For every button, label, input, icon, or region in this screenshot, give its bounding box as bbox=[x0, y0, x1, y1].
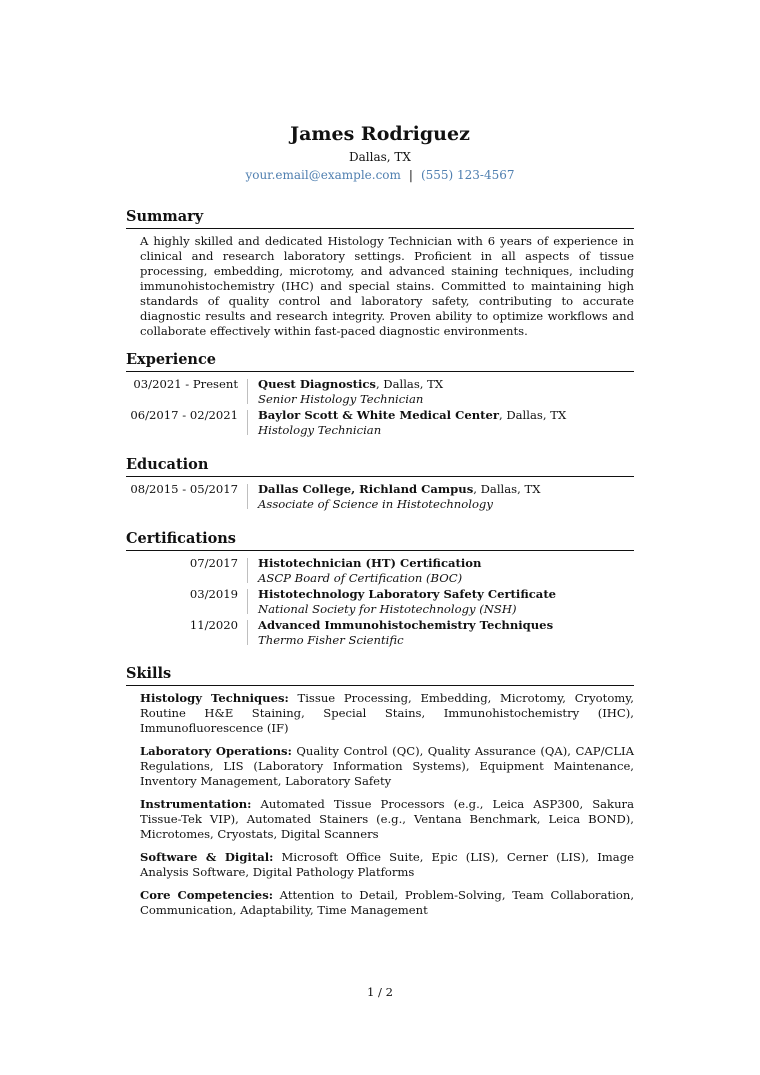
skill-list: Automated Tissue Processors (e.g., Leica ASP300, Sakura Tissue-Tek VIP), Automated Stainers (e.g., Ventana Benchmark, Leica BOND), Microtomes, Cryostats, Digital Scanners bbox=[140, 797, 634, 841]
entry-date: 07/2017 bbox=[189, 556, 238, 570]
skills-heading: Skills bbox=[126, 665, 634, 686]
skill-list: Tissue Processing, Embedding, Microtomy, Cryotomy, Routine H&E Staining, Special Stains, Immunohistochemistry (IHC), Immunofluorescence (IF) bbox=[140, 691, 634, 735]
skill-group bbox=[140, 744, 634, 789]
entry-degree: Associate of Science in Histotechnology bbox=[258, 497, 493, 511]
skill-category: Laboratory Operations: bbox=[140, 744, 292, 758]
certification-entry bbox=[126, 587, 634, 617]
experience-section bbox=[126, 351, 634, 439]
phone-link[interactable]: (555) 123-4567 bbox=[420, 168, 515, 182]
skill-group bbox=[140, 888, 634, 918]
experience-entry bbox=[126, 408, 634, 438]
entry-location: , Dallas, TX bbox=[498, 408, 567, 422]
entry-info bbox=[248, 482, 540, 512]
email-link[interactable]: your.email@example.com bbox=[245, 168, 401, 182]
entry-location: , Dallas, TX bbox=[473, 482, 541, 496]
entry-info bbox=[248, 587, 556, 617]
contact-separator: | bbox=[408, 168, 413, 182]
skill-category: Core Competencies: bbox=[140, 888, 273, 902]
experience-heading: Experience bbox=[126, 351, 634, 372]
entry-organization: Baylor Scott & White Medical Center bbox=[258, 408, 499, 422]
entry-role: Senior Histology Technician bbox=[258, 392, 424, 406]
certification-name: Histotechnician (HT) Certification bbox=[258, 556, 482, 570]
summary-text: A highly skilled and dedicated Histology Technician with 6 years of experience in clinical and research laboratory settings. Proficient in all aspects of tissue processing, embedding, microtomy, and advanced staining techniques, including immunohistochemistry (IHC) and special stains. Committed to maintaining high standards of quality control and laboratory safety, contributing to accurate diagnostic results and research integrity. Proven ability to optimize workflows and collaborate effectively within fast-paced diagnostic environments. bbox=[140, 234, 634, 338]
candidate-name: James Rodriguez bbox=[290, 123, 470, 145]
summary-heading: Summary bbox=[126, 208, 634, 229]
entry-location: , Dallas, TX bbox=[375, 377, 444, 391]
entry-info bbox=[248, 556, 481, 586]
certification-issuer: ASCP Board of Certification (BOC) bbox=[258, 571, 463, 585]
entry-date: 06/2017 - 02/2021 bbox=[130, 408, 238, 422]
skill-category: Histology Techniques: bbox=[140, 691, 289, 705]
entry-info bbox=[248, 377, 443, 407]
skill-list: Microsoft Office Suite, Epic (LIS), Cerner (LIS), Image Analysis Software, Digital Pathology Platforms bbox=[140, 850, 634, 879]
certification-entry bbox=[126, 618, 634, 648]
skills-section bbox=[126, 665, 634, 926]
certification-name: Advanced Immunohistochemistry Techniques bbox=[258, 618, 554, 632]
experience-entry bbox=[126, 377, 634, 407]
contact-line bbox=[0, 166, 760, 184]
entry-organization: Quest Diagnostics bbox=[258, 377, 376, 391]
page-number: 1 / 2 bbox=[366, 985, 394, 999]
candidate-location: Dallas, TX bbox=[349, 150, 411, 164]
skill-group bbox=[140, 691, 634, 736]
education-section bbox=[126, 456, 634, 513]
certifications-heading: Certifications bbox=[126, 530, 634, 551]
skill-list: Quality Control (QC), Quality Assurance (QA), CAP/CLIA Regulations, LIS (Laboratory Information Systems), Equipment Maintenance, Inventory Management, Laboratory Safety bbox=[140, 744, 634, 788]
skill-group bbox=[140, 797, 634, 842]
certification-entry bbox=[126, 556, 634, 586]
resume-header bbox=[0, 120, 760, 184]
entry-info bbox=[248, 408, 566, 438]
education-heading: Education bbox=[126, 456, 634, 477]
entry-date: 03/2021 - Present bbox=[133, 377, 238, 391]
skill-list: Attention to Detail, Problem-Solving, Team Collaboration, Communication, Adaptability, Time Management bbox=[140, 888, 635, 917]
certification-name: Histotechnology Laboratory Safety Certificate bbox=[258, 587, 557, 601]
certification-issuer: National Society for Histotechnology (NSH) bbox=[258, 602, 517, 616]
entry-date: 08/2015 - 05/2017 bbox=[130, 482, 238, 496]
entry-role: Histology Technician bbox=[258, 423, 382, 437]
summary-section bbox=[126, 208, 634, 339]
certifications-section bbox=[126, 530, 634, 649]
entry-info bbox=[248, 618, 553, 648]
entry-date: 03/2019 bbox=[189, 587, 238, 601]
skill-category: Software & Digital: bbox=[140, 850, 274, 864]
education-entry bbox=[126, 482, 634, 512]
skill-group bbox=[140, 850, 634, 880]
skill-category: Instrumentation: bbox=[140, 797, 252, 811]
entry-organization: Dallas College, Richland Campus bbox=[258, 482, 474, 496]
certification-issuer: Thermo Fisher Scientific bbox=[258, 633, 404, 647]
entry-date: 11/2020 bbox=[189, 618, 238, 632]
